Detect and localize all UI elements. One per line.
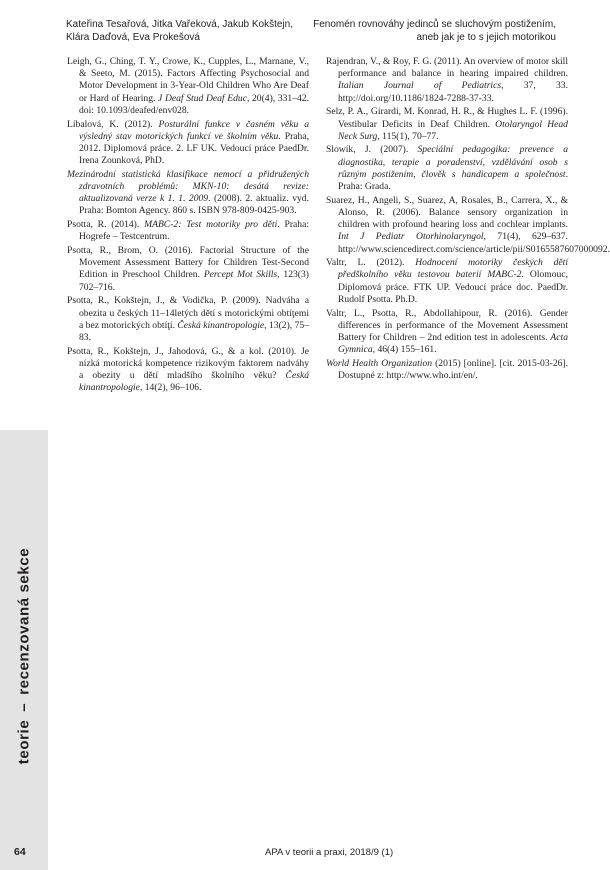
reference-entry bbox=[326, 56, 568, 105]
section-sidebar bbox=[0, 430, 48, 870]
header-authors-line-2: Klára Daďová, Eva Prokešová bbox=[66, 31, 200, 43]
reference-entry bbox=[67, 346, 309, 395]
reference-source-title: Int J Pediatr Otorhinolaryngol bbox=[338, 231, 484, 243]
reference-details: (2015) [online]. [cit. 2015-03-26]. Dostupné z: http://www.who.int/en/. bbox=[338, 357, 568, 382]
reference-details: , 46(4) 155–161. bbox=[372, 344, 437, 356]
reference-text: Selz, P. A., Girardi, M. Konrad, H. R., & Hughes L. F. (1996). Vestibular Deficits in Deaf Children. bbox=[326, 106, 568, 130]
header-title-line-2: aneb jak je to s jejich motorikou bbox=[416, 31, 556, 43]
reference-details: , 14(2), 96–106. bbox=[139, 382, 202, 394]
reference-text: Psotta, R., Kokštejn, J., & Vodička, P. (2009). Nadváha a obezita u českých 11–14letých dětí s motorickými obtíţemi a bez motorických obtíţí. bbox=[67, 295, 309, 331]
reference-details: 123(3) 702–716. bbox=[79, 269, 309, 293]
reference-details: . Praha: Hogrefe – Testcentrum. bbox=[79, 219, 309, 243]
reference-text: Psotta, R., Kokštejn, J., Jahodová, G., & a kol. (2010). Je nízká motorická kompetence rizikovým faktorem nadváhy a obezity u dětí mladšího školního věku? bbox=[67, 345, 309, 382]
reference-details: 13(2), 75–83. bbox=[79, 319, 309, 343]
journal-footer: APA v teorii a praxi, 2018/9 (1) bbox=[265, 847, 394, 858]
reference-entry bbox=[326, 106, 568, 143]
references-left-column bbox=[67, 56, 309, 396]
page-number: 64 bbox=[14, 846, 26, 858]
reference-source-title: Česká kinantropologie bbox=[79, 370, 309, 394]
reference-entry bbox=[67, 119, 309, 168]
reference-source-title: World Health Organization bbox=[326, 357, 433, 369]
section-name: teorie bbox=[15, 719, 33, 765]
header-authors bbox=[66, 19, 293, 44]
reference-source-title: Mezinárodní statistická klasifikace nemocí a přidružených zdravotních problémů: MKN-10: desátá revize: aktualizovaná verze k 1. 1. 2009 bbox=[67, 168, 309, 205]
reference-details: , 115(1), 70–77. bbox=[377, 130, 439, 142]
reference-source-title: Otolaryngol Head Neck Surg bbox=[338, 118, 568, 142]
reference-entry bbox=[326, 358, 568, 382]
reference-text: Psotta, R., Brom, O. (2016). Factorial Structure of the Movement Assessment Battery for Children Test-Second Edition in Preschool Children. bbox=[67, 245, 309, 281]
reference-details: , 37, 33. http://doi.org/10.1186/1824-7288-37-33. bbox=[338, 80, 568, 104]
section-label bbox=[16, 548, 33, 764]
subsection-name: recenzovaná sekce bbox=[15, 547, 33, 695]
reference-text: Suarez, H., Angeli, S., Suarez, A, Rosales, B., Carrera, X., & Alonso, R. (2006). Balance sensory organization in children with profound hearing loss and cochlear implants. bbox=[326, 194, 568, 231]
running-header bbox=[66, 19, 556, 51]
reference-entry bbox=[326, 308, 568, 357]
reference-source-title: MABC-2: Test motoriky pro děti bbox=[144, 219, 278, 231]
reference-entry bbox=[326, 144, 568, 193]
reference-source-title: Posturální funkce v časném věku a výsledný stav motorických funkcí ve školním věku bbox=[79, 118, 310, 142]
reference-details: . Olomouc, Diplomová práce. FTK UP. Vedoucí práce doc. PaedDr. Rudolf Psotta. Ph.D. bbox=[338, 269, 569, 305]
reference-source-title: Česká kinantropologie, bbox=[177, 319, 267, 331]
header-article-title bbox=[313, 19, 556, 44]
reference-entry bbox=[67, 56, 309, 117]
section-dash: – bbox=[15, 702, 33, 712]
reference-text: Valtr, L. (2012). bbox=[326, 257, 416, 269]
reference-entry bbox=[67, 295, 309, 344]
reference-source-title: J Deaf Stud Deaf Educ bbox=[158, 92, 247, 104]
reference-source-title: Acta Gymnica bbox=[338, 331, 568, 356]
reference-text: Rajendran, V., & Roy, F. G. (2011). An overview of motor skill performance and balance in hearing impaired children. bbox=[326, 56, 568, 80]
reference-text: Líbalová, K. (2012). bbox=[67, 118, 159, 130]
reference-details: . (2008). 2. aktualiz. vyd. Praha: Bomton Agency. 860 s. ISBN 978-809-0425-903. bbox=[79, 193, 309, 217]
reference-source-title: Hodnocení motoriky českých dětí předškolního věku testovou baterií MABC-2 bbox=[338, 257, 568, 281]
reference-entry bbox=[326, 257, 568, 306]
reference-source-title: Percept Mot Skills, bbox=[203, 269, 280, 281]
reference-details: . Praha, 2012. Diplomová práce. 2. LF UK. Vedoucí práce PaedDr. Irena Zounková, PhD. bbox=[79, 130, 309, 167]
reference-details: , 71(4), 629–637. http://www.sciencedirect.com/science/article/pii/S0165587607000092. bbox=[338, 231, 610, 255]
reference-details: . Praha: Grada. bbox=[338, 168, 568, 193]
reference-source-title: Speciální pedagogika: prevence a diagnostika, terapie a poradenství, vzdělávání osob s různým postižením, člověk s handicapem a společnost bbox=[338, 144, 568, 180]
reference-entry bbox=[67, 245, 309, 294]
references-right-column bbox=[326, 56, 610, 384]
reference-source-title: Italian Journal of Pediatrics bbox=[338, 80, 502, 92]
reference-entry bbox=[326, 194, 610, 256]
reference-text: Psotta, R. (2014). bbox=[67, 219, 145, 231]
header-title-line-1: Fenomén rovnováhy jedinců se sluchovým postižením, bbox=[313, 19, 556, 30]
reference-text: Leigh, G., Ching, T. Y., Crowe, K., Cupples, L., Marnane, V., & Seeto, M. (2015). Factors Affecting Psychosocial and Motor Development in 3-Year-Old Children Who Are Deaf or Hard of Hearing. bbox=[67, 56, 309, 104]
reference-text: Valtr, L., Psotta, R., Abdollahipour, R. (2016). Gender differences in performance of the Movement Assessment Battery for Children – 2nd edition test in adolescents. bbox=[326, 307, 568, 343]
header-authors-line-1: Kateřina Tesařová, Jitka Vařeková, Jakub Kokštejn, bbox=[66, 19, 293, 30]
reference-entry bbox=[67, 219, 309, 243]
reference-text: Slowík, J. (2007). bbox=[326, 144, 418, 156]
reference-entry bbox=[67, 169, 309, 218]
reference-details: , 20(4), 331–42. doi: 10.1093/deafed/env028. bbox=[79, 92, 309, 116]
